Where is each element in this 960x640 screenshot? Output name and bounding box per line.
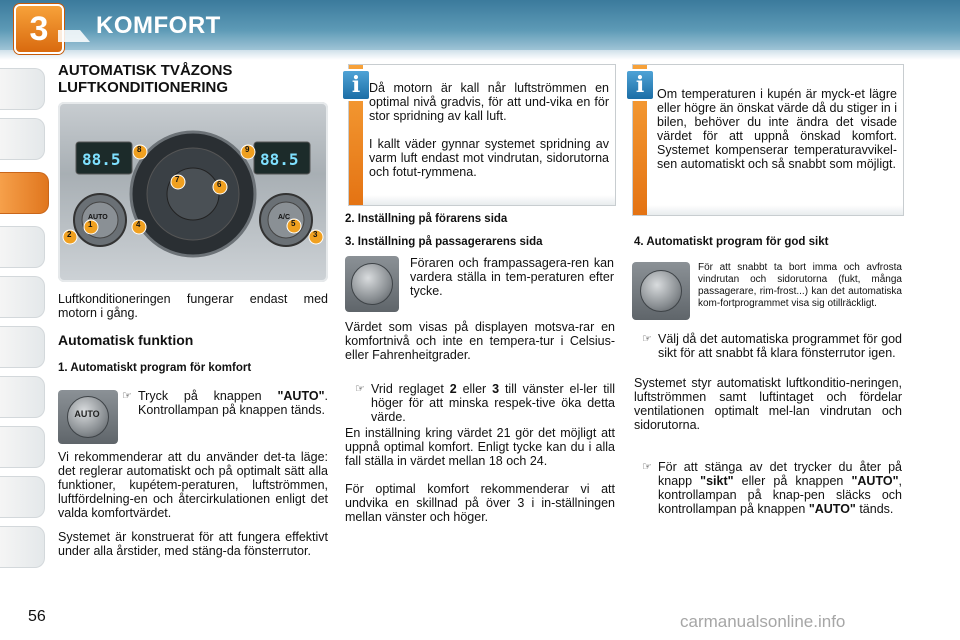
climate-panel-drawing bbox=[58, 102, 328, 282]
callout-1: 1 bbox=[88, 220, 93, 229]
panel-auto-label: AUTO bbox=[88, 214, 108, 221]
passenger-side-heading: 3. Inställning på passagerarens sida bbox=[345, 236, 543, 248]
auto-button-image bbox=[58, 390, 118, 444]
pointer-icon: ☞ bbox=[642, 461, 652, 473]
automatic-function-heading: Automatisk funktion bbox=[58, 332, 194, 348]
left-display: 88.5 bbox=[82, 150, 121, 169]
tip-text: eller bbox=[456, 382, 493, 396]
recommend-paragraph: Vi rekommenderar att du använder det-ta läge: det reglerar automatiskt och på optimalt sätt alla funktioner, kupétem-peraturen, luftströmmen, luftfördelning-en och återcirkulationen enligt det valda komfortvärdet. bbox=[58, 450, 328, 520]
driver-side-heading: 2. Inställning på förarens sida bbox=[345, 213, 508, 225]
auto-button-label: AUTO bbox=[74, 409, 100, 419]
visibility-knob bbox=[640, 270, 682, 312]
badge-tail-decoration bbox=[58, 30, 98, 42]
right-display: 88.5 bbox=[260, 150, 299, 169]
callout-9: 9 bbox=[245, 145, 250, 154]
climate-control-panel-image bbox=[58, 102, 328, 282]
temperature-knob bbox=[351, 263, 393, 305]
visibility-tip bbox=[642, 332, 902, 360]
chapter-tabs bbox=[0, 60, 52, 580]
header-fade bbox=[0, 50, 960, 60]
switch-off-tip bbox=[642, 460, 902, 516]
callout-6: 6 bbox=[217, 180, 222, 189]
chapter-number: 3 bbox=[29, 9, 49, 48]
knob-description: Föraren och frampassagera-ren kan vardera ställa in tem-peraturen efter tycke. bbox=[410, 256, 614, 298]
tip-text: För att stänga av det trycker du åter på knapp bbox=[658, 460, 902, 488]
tip-text: Vrid reglaget bbox=[371, 382, 450, 396]
page-title: KOMFORT bbox=[96, 12, 221, 39]
chapter-tab[interactable] bbox=[0, 326, 45, 368]
tip-text: Tryck på knappen bbox=[138, 389, 278, 403]
pointer-icon: ☞ bbox=[355, 383, 365, 395]
visibility-small-text: För att snabbt ta bort imma och avfrosta vindrutan och sidorutorna (fukt, många passagerare, rim-frost...) kan det automatiska kom-fortprogrammet visa sig otillräckligt. bbox=[698, 262, 902, 309]
info-text-2: I kallt väder gynnar systemet spridning av varm luft endast mot vindrutan, sidorutorna och fotut-rymmena. bbox=[369, 137, 609, 179]
page-number: 56 bbox=[28, 608, 46, 625]
display-value-paragraph: Värdet som visas på displayen motsva-rar en komfortnivå och inte en tempera-tur i Celsius- eller Fahrenheitgrader. bbox=[345, 320, 615, 362]
chapter-tab[interactable] bbox=[0, 426, 45, 468]
tip-key: "sikt" bbox=[700, 474, 734, 488]
callout-2: 2 bbox=[67, 230, 72, 239]
callout-3: 3 bbox=[313, 230, 318, 239]
chapter-tab[interactable] bbox=[0, 376, 45, 418]
callout-4: 4 bbox=[136, 220, 141, 229]
comfort-program-heading: 1. Automatiskt program för komfort bbox=[58, 362, 252, 374]
chapter-tab[interactable] bbox=[0, 226, 45, 268]
auto-tip bbox=[122, 389, 328, 417]
tip-text-end: till vänster el-ler till höger för att minska respek-tive öka detta värde. bbox=[371, 382, 615, 424]
watermark: carmanualsonline.info bbox=[680, 612, 846, 631]
panel-ac-label: A/C bbox=[278, 214, 291, 221]
tip-key: "AUTO" bbox=[808, 502, 856, 516]
season-paragraph: Systemet är konstruerat för att fungera effektivt under alla årstider, med stäng-da fönsterrutor. bbox=[58, 530, 328, 558]
system-paragraph: Systemet styr automatiskt luftkonditio-neringen, luftströmmen samt luftintaget och fördelar ventilationen optimalt mel-lan vindrutan och sidorutorna. bbox=[634, 376, 902, 432]
visibility-program-heading: 4. Automatiskt program för god sikt bbox=[634, 236, 829, 248]
visibility-button-image bbox=[632, 262, 690, 320]
callout-5: 5 bbox=[291, 219, 296, 228]
tip-text-end: tänds. bbox=[855, 502, 894, 516]
info-icon: i bbox=[625, 69, 655, 101]
pointer-icon: ☞ bbox=[122, 390, 132, 402]
chapter-tab[interactable] bbox=[0, 476, 45, 518]
tip-key: 3 bbox=[492, 382, 500, 396]
chapter-tab-active[interactable] bbox=[0, 172, 49, 214]
info-shade bbox=[647, 205, 903, 215]
setting-21-paragraph: En inställning kring värdet 21 gör det möjligt att uppnå optimal komfort. Enligt tycke kan du i alla fall ställa in värdet mellan 18 och 24. bbox=[345, 426, 615, 468]
callout-8: 8 bbox=[137, 145, 142, 154]
section-title: AUTOMATISK TVÅZONS LUFTKONDITIONERING bbox=[58, 62, 233, 96]
info-icon: i bbox=[341, 69, 371, 101]
info-box-temperature bbox=[632, 64, 904, 216]
info-box-cold-engine bbox=[348, 64, 616, 206]
tip-text: eller på knappen bbox=[733, 474, 852, 488]
chapter-tab[interactable] bbox=[0, 68, 45, 110]
chapter-tab[interactable] bbox=[0, 276, 45, 318]
chapter-tab[interactable] bbox=[0, 526, 45, 568]
temperature-knob-image bbox=[345, 256, 399, 312]
tip-text: Välj då det automatiska programmet för god sikt för att snabbt få klara fönsterrutor igen. bbox=[658, 332, 902, 360]
info-text: Om temperaturen i kupén är myck-et lägre eller högre än önskat värde då du stiger in i bilen, behöver du inte ändra det visade värdet för att uppnå önskad komfort. Systemet kompenserar temperaturavvikel-sen automatiskt och så snabbt som möjligt. bbox=[657, 87, 897, 171]
tip-text-end: . Kontrollampan på knappen tänds. bbox=[138, 389, 328, 417]
rotate-tip bbox=[355, 382, 615, 424]
difference-paragraph: För optimal komfort rekommenderar vi att undvika en skillnad på över 3 i in-ställningen mellan vänster och höger. bbox=[345, 482, 615, 524]
intro-text: Luftkonditioneringen fungerar endast med motorn i gång. bbox=[58, 292, 328, 320]
tip-key: 2 bbox=[449, 382, 457, 396]
tip-text: , kontrollampan på knap-pen släcks och kontrollampan på knappen bbox=[658, 474, 902, 516]
tip-key: "AUTO" bbox=[277, 389, 325, 403]
info-text-1: Då motorn är kall når luftströmmen en optimal nivå gradvis, för att und-vika en för stor spridning av kall luft. bbox=[369, 81, 609, 123]
callout-7: 7 bbox=[175, 175, 180, 184]
chapter-badge bbox=[14, 4, 64, 54]
tip-key: "AUTO" bbox=[851, 474, 899, 488]
info-shade bbox=[363, 195, 615, 205]
pointer-icon: ☞ bbox=[642, 333, 652, 345]
chapter-tab[interactable] bbox=[0, 118, 45, 160]
